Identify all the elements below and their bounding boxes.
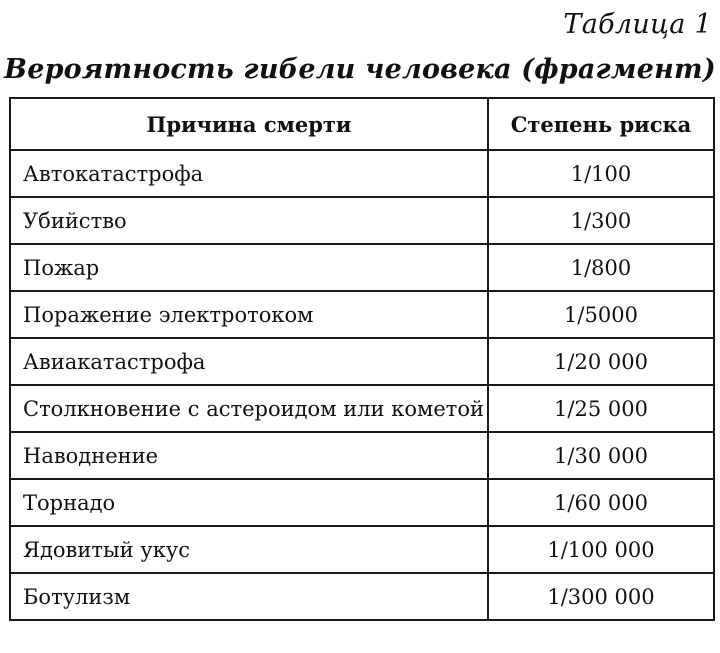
cause-cell: Убийство [10,197,488,244]
risk-cell: 1/100 000 [488,526,714,573]
risk-cell: 1/5000 [488,291,714,338]
table-number-label: Таблица 1 [563,9,712,40]
table-row [10,291,714,338]
table-row [10,432,714,479]
table-row [10,338,714,385]
table-row [10,244,714,291]
risk-cell: 1/300 000 [488,573,714,620]
cause-cell: Автокатастрофа [10,150,488,197]
risk-cell: 1/25 000 [488,385,714,432]
risk-cell: 1/60 000 [488,479,714,526]
cause-cell: Торнадо [10,479,488,526]
table-row [10,479,714,526]
table-row [10,197,714,244]
risk-cell: 1/20 000 [488,338,714,385]
risk-cell: 1/30 000 [488,432,714,479]
risk-cell: 1/100 [488,150,714,197]
table-title: Вероятность гибели человека (фрагмент) [4,54,716,85]
cause-cell: Пожар [10,244,488,291]
table-row [10,573,714,620]
header-risk: Степень риска [488,98,714,150]
cause-cell: Авиакатастрофа [10,338,488,385]
risk-cell: 1/800 [488,244,714,291]
table-row [10,150,714,197]
table-header-row [10,98,714,150]
table-row [10,385,714,432]
risk-table [9,97,715,621]
cause-cell: Ядовитый укус [10,526,488,573]
table-row [10,526,714,573]
cause-cell: Поражение электротоком [10,291,488,338]
header-cause: Причина смерти [10,98,488,150]
cause-cell: Ботулизм [10,573,488,620]
cause-cell: Наводнение [10,432,488,479]
risk-cell: 1/300 [488,197,714,244]
cause-cell: Столкновение с астероидом или кометой [10,385,488,432]
